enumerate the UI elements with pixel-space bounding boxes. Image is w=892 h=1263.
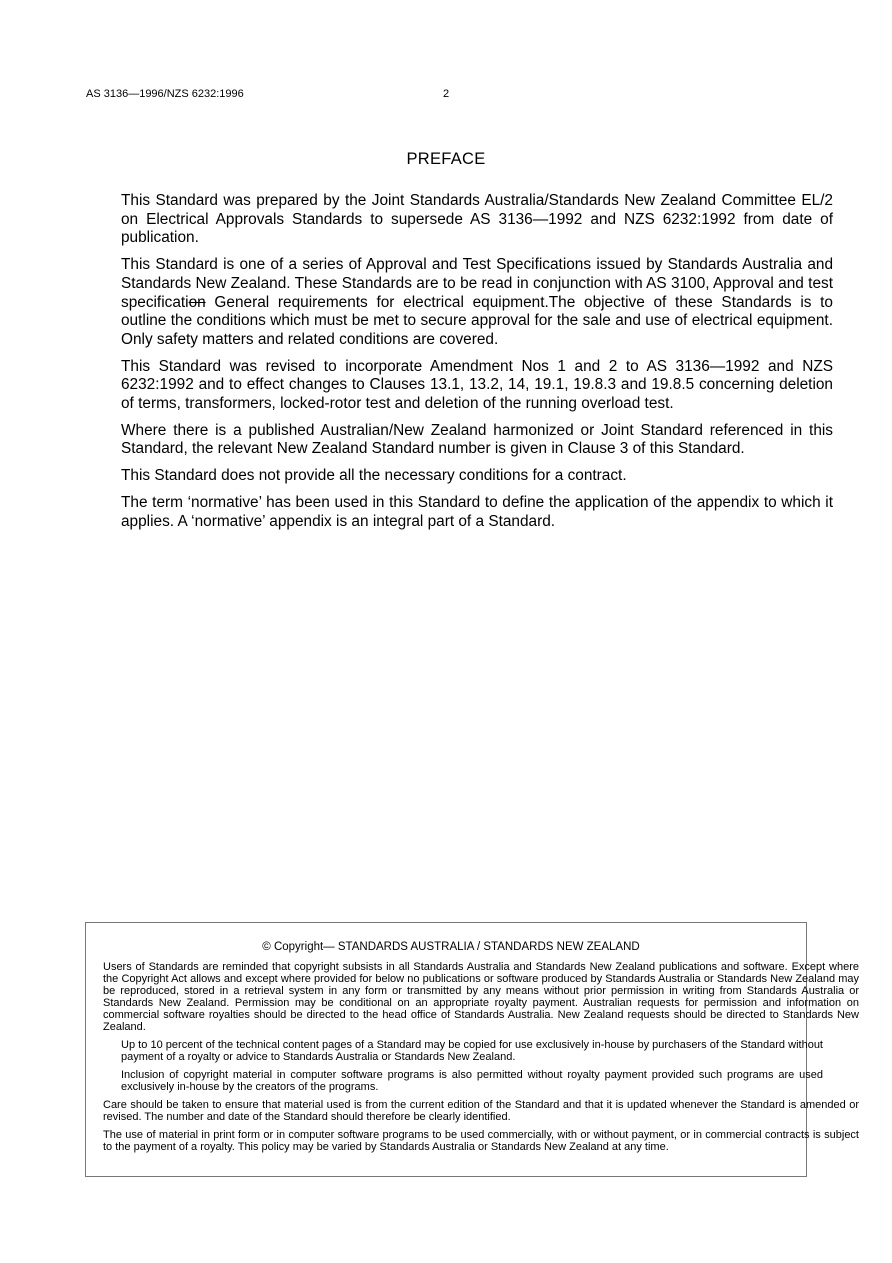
preface-paragraph-3: This Standard was revised to incorporate Amendment Nos 1 and 2 to AS 3136—1992 and NZS 6232:1992 and to effect changes to Clauses 13.1, 13.2, 14, 19.1, 19.8.3 and 19.8.5 concerning deletion of terms, transformers, locked-rotor test and deletion of the running overload test. — [121, 357, 833, 413]
copyright-paragraph-5: The use of material in print form or in computer software programs to be used commercially, with or without payment, or in commercial contracts is subject to the payment of a royalty. This policy may be varied by Standards Australia or Standards New Zealand at any time. — [103, 1129, 859, 1153]
copyright-paragraph-4: Care should be taken to ensure that material used is from the current edition of the Standard and that it is updated whenever the Standard is amended or revised. The number and date of the Standard should therefore be clearly identified. — [103, 1099, 859, 1123]
page-number: 2 — [443, 88, 450, 100]
struck-text: on — [188, 293, 206, 311]
preface-paragraph-2 — [121, 256, 833, 350]
preface-paragraph-1: This Standard was prepared by the Joint Standards Australia/Standards New Zealand Committee EL/2 on Electrical Approvals Standards to supersede AS 3136—1992 and NZS 6232:1992 from date of publication. — [121, 192, 833, 247]
copyright-title: © Copyright— STANDARDS AUSTRALIA / STANDARDS NEW ZEALAND — [262, 941, 640, 953]
copyright-notice — [103, 941, 859, 1159]
preface-paragraph-6: The term ‘normative’ has been used in this Standard to define the application of the appendix to which it applies. A ‘normative’ appendix is an integral part of a Standard. — [121, 493, 833, 530]
header-document-code: AS 3136—1996/NZS 6232:1996 — [86, 88, 244, 100]
preface-paragraph-4: Where there is a published Australian/New Zealand harmonized or Joint Standard referenced in this Standard, the relevant New Zealand Standard number is given in Clause 3 of this Standard. — [121, 421, 833, 458]
preface-body — [121, 192, 833, 539]
preface-paragraph-2-part-b: General requirements for electrical equipment.The objective of these Standards is to outline the conditions which must be met to secure approval for the sale and use of electrical equipment. Only safety matters and related conditions are covered. — [121, 293, 833, 348]
preface-paragraph-2-part-a: This Standard is one of a series of Approval and Test Specifications issued by Standards Australia and Standards New Zealand. These Standards are to be read in conjunction with AS 3100, Approval and test specificati — [121, 256, 833, 311]
copyright-paragraph-3: Inclusion of copyright material in computer software programs is also permitted without royalty payment provided such programs are used exclusively in-house by the creators of the programs. — [121, 1069, 823, 1093]
preface-paragraph-5: This Standard does not provide all the necessary conditions for a contract. — [121, 467, 627, 485]
preface-title: PREFACE — [406, 150, 486, 168]
copyright-paragraph-1: Users of Standards are reminded that copyright subsists in all Standards Australia and Standards New Zealand publications and software. Except where the Copyright Act allows and except where provided for below no publications or software produced by Standards Australia or Standards New Zealand may be reproduced, stored in a retrieval system in any form or transmitted by any means without prior permission in writing from Standards Australia or Standards New Zealand. Permission may be conditional on an appropriate royalty payment. Australian requests for permission and information on commercial software royalties should be directed to the head office of Standards Australia. New Zealand requests should be directed to Standards New Zealand. — [103, 961, 859, 1033]
copyright-paragraph-2: Up to 10 percent of the technical content pages of a Standard may be copied for use exclusively in-house by purchasers of the Standard without payment of a royalty or advice to Standards Australia or Standards New Zealand. — [121, 1039, 823, 1063]
